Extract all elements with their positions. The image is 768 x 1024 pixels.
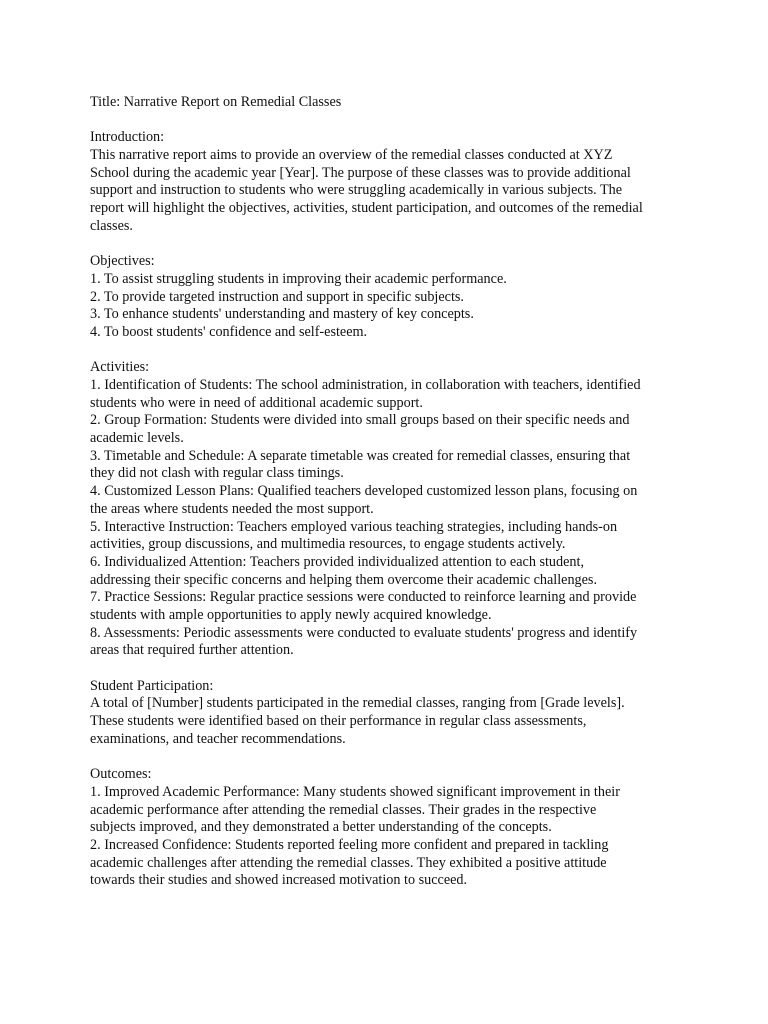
outcomes-section bbox=[90, 766, 690, 890]
list-item: 4. To boost students' confidence and self-esteem. bbox=[90, 323, 368, 340]
spacer bbox=[90, 236, 690, 254]
paragraph-line: report will highlight the objectives, activities, student participation, and outcomes of the remedial bbox=[90, 200, 643, 217]
list-item: 4. Customized Lesson Plans: Qualified teachers developed customized lesson plans, focusing on bbox=[90, 483, 638, 500]
document-page bbox=[90, 94, 690, 890]
paragraph-line: classes. bbox=[90, 217, 133, 234]
paragraph-line: support and instruction to students who were struggling academically in various subjects. The bbox=[90, 182, 623, 199]
list-item: areas that required further attention. bbox=[90, 642, 294, 659]
list-item: activities, group discussions, and multimedia resources, to engage students actively. bbox=[90, 536, 566, 553]
list-item: they did not clash with regular class timings. bbox=[90, 465, 344, 482]
section-heading: Objectives: bbox=[90, 253, 155, 270]
list-item: 8. Assessments: Periodic assessments were conducted to evaluate students' progress and identify bbox=[90, 624, 638, 641]
section-heading: Introduction: bbox=[90, 129, 165, 146]
spacer bbox=[90, 112, 690, 130]
paragraph-line: A total of [Number] students participated in the remedial classes, ranging from [Grade levels]. bbox=[90, 695, 625, 712]
paragraph-line: School during the academic year [Year]. The purpose of these classes was to provide additional bbox=[90, 164, 631, 181]
list-item: towards their studies and showed increased motivation to succeed. bbox=[90, 872, 468, 889]
spacer bbox=[90, 342, 690, 360]
list-item: academic challenges after attending the remedial classes. They exhibited a positive attitude bbox=[90, 854, 607, 871]
list-item: addressing their specific concerns and helping them overcome their academic challenges. bbox=[90, 571, 597, 588]
list-item: academic performance after attending the remedial classes. Their grades in the respective bbox=[90, 801, 597, 818]
list-item: 3. Timetable and Schedule: A separate timetable was created for remedial classes, ensuring that bbox=[90, 447, 631, 464]
list-item: 1. To assist struggling students in improving their academic performance. bbox=[90, 270, 507, 287]
list-item: 2. Group Formation: Students were divided into small groups based on their specific needs and bbox=[90, 412, 630, 429]
list-item: students who were in need of additional academic support. bbox=[90, 394, 423, 411]
list-item: 2. Increased Confidence: Students reported feeling more confident and prepared in tackling bbox=[90, 836, 609, 853]
list-item: 6. Individualized Attention: Teachers provided individualized attention to each student, bbox=[90, 553, 584, 570]
list-item: students with ample opportunities to apply newly acquired knowledge. bbox=[90, 606, 492, 623]
list-item: 1. Identification of Students: The school administration, in collaboration with teachers, identified bbox=[90, 377, 641, 393]
objectives-section bbox=[90, 253, 690, 341]
list-item: subjects improved, and they demonstrated a better understanding of the concepts. bbox=[90, 819, 552, 836]
introduction-section bbox=[90, 129, 690, 235]
list-item: 3. To enhance students' understanding and mastery of key concepts. bbox=[90, 306, 474, 323]
paragraph-line: examinations, and teacher recommendations. bbox=[90, 730, 346, 747]
list-item: 7. Practice Sessions: Regular practice sessions were conducted to reinforce learning and provide bbox=[90, 589, 637, 606]
list-item: 1. Improved Academic Performance: Many students showed significant improvement in their bbox=[90, 783, 620, 800]
section-heading: Outcomes: bbox=[90, 766, 152, 783]
paragraph-line: These students were identified based on their performance in regular class assessments, bbox=[90, 713, 587, 730]
list-item: the areas where students needed the most support. bbox=[90, 500, 374, 517]
section-heading: Student Participation: bbox=[90, 677, 214, 694]
list-item: 2. To provide targeted instruction and support in specific subjects. bbox=[90, 288, 464, 305]
section-heading: Activities: bbox=[90, 359, 150, 376]
paragraph-line: This narrative report aims to provide an overview of the remedial classes conducted at XYZ bbox=[90, 147, 613, 164]
participation-section bbox=[90, 678, 690, 749]
spacer bbox=[90, 660, 690, 678]
spacer bbox=[90, 748, 690, 766]
list-item: academic levels. bbox=[90, 430, 184, 447]
document-title: Title: Narrative Report on Remedial Classes bbox=[90, 94, 342, 110]
activities-section bbox=[90, 359, 690, 660]
list-item: 5. Interactive Instruction: Teachers employed various teaching strategies, including hands-on bbox=[90, 518, 618, 535]
